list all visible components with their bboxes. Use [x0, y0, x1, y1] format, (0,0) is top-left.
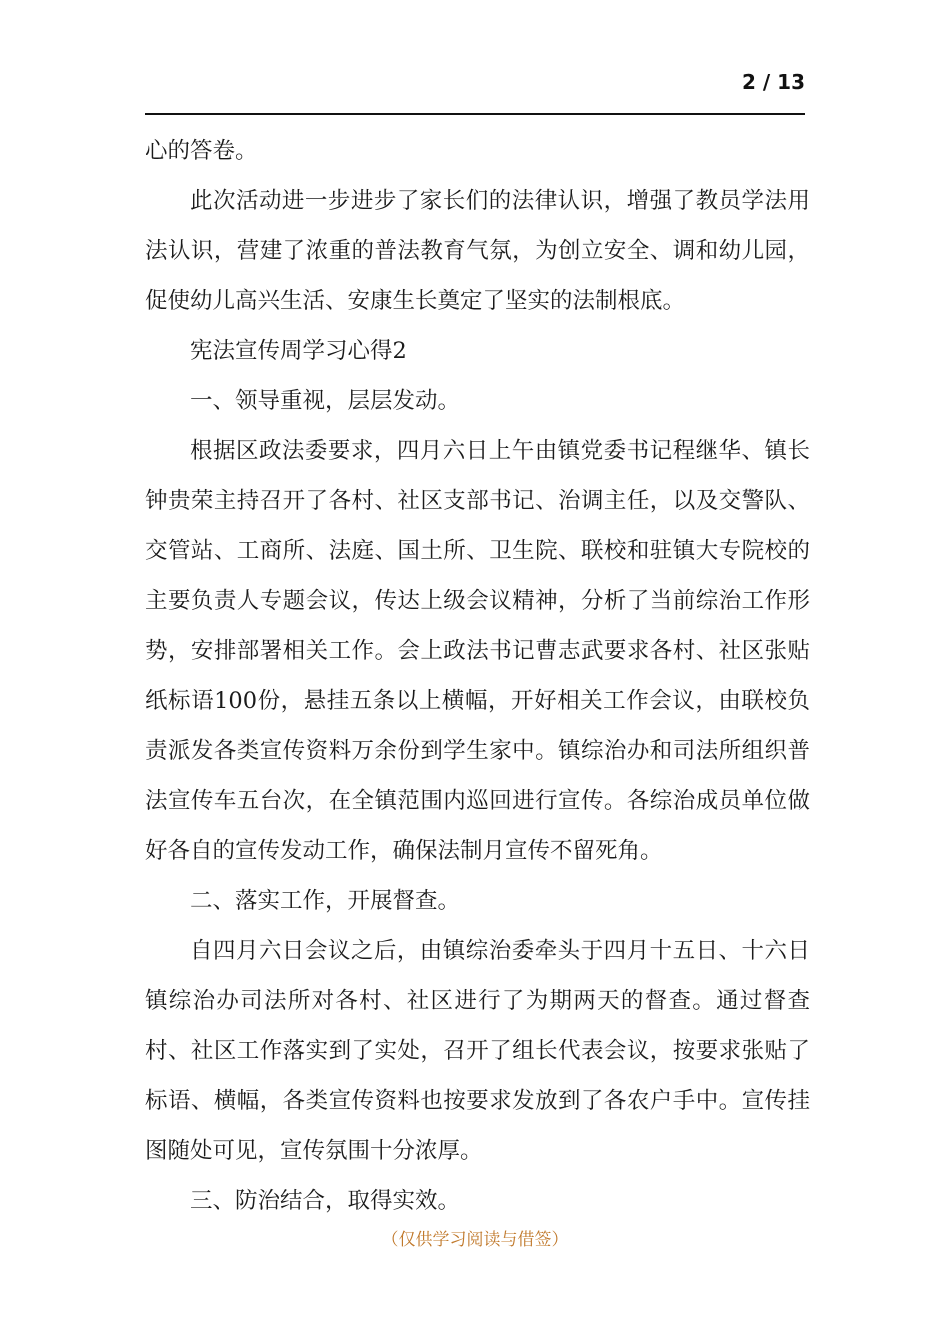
paragraph: 此次活动进一步进步了家长们的法律认识，增强了教员学法用法认识，营建了浓重的普法教育气氛，为创立安全、调和幼儿园，促使幼儿高兴生活、安康生长奠定了坚实的法制根底。 — [145, 188, 810, 314]
paragraph: 心的答卷。 — [145, 138, 258, 164]
paragraph: 自四月六日会议之后，由镇综治委牵头于四月十五日、十六日镇综治办司法所对各村、社区进行了为期两天的督查。通过督查村、社区工作落实到了实处，召开了组长代表会议，按要求张贴了标语、横幅，各类宣传资料也按要求发放到了各农户手中。宣传挂图随处可见，宣传氛围十分浓厚。 — [145, 938, 810, 1164]
footer-note: （仅供学习阅读与借签） — [381, 1230, 569, 1250]
section-heading: 三、防治结合，取得实效。 — [190, 1188, 461, 1214]
page-number: 2 / 13 — [742, 70, 805, 94]
section-heading: 宪法宣传周学习心得2 — [190, 338, 407, 364]
header-divider — [145, 113, 805, 115]
section-heading: 二、落实工作，开展督查。 — [190, 888, 461, 914]
document-body — [145, 126, 810, 1226]
paragraph: 根据区政法委要求，四月六日上午由镇党委书记程继华、镇长钟贵荣主持召开了各村、社区支部书记、治调主任，以及交警队、交管站、工商所、法庭、国土所、卫生院、联校和驻镇大专院校的主要负责人专题会议，传达上级会议精神，分析了当前综治工作形势，安排部署相关工作。会上政法书记曹志武要求各村、社区张贴纸标语100份，悬挂五条以上横幅，开好相关工作会议，由联校负责派发各类宣传资料万余份到学生家中。镇综治办和司法所组织普法宣传车五台次，在全镇范围内巡回进行宣传。各综治成员单位做好各自的宣传发动工作，确保法制月宣传不留死角。 — [145, 438, 810, 864]
section-heading: 一、领导重视，层层发动。 — [190, 388, 461, 414]
